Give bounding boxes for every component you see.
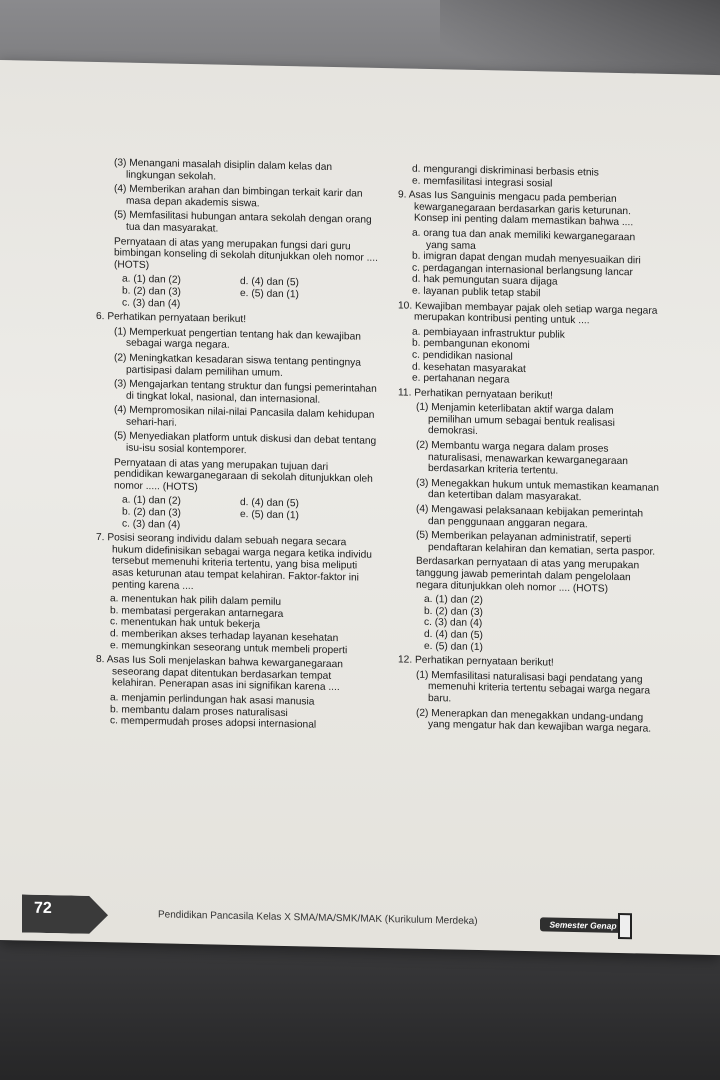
- question-10-options: [398, 326, 660, 389]
- option: a. menjamin perlindungan hak asasi manusia: [110, 692, 315, 708]
- statement: (3) Mengajarkan tentang struktur dan fungsi pemerintahan di tingkat lokal, nasional, dan internasional.: [114, 378, 377, 406]
- statement: (3) Menangani masalah disiplin dalam kelas dan lingkungan sekolah.: [114, 157, 333, 183]
- page-number: 72: [34, 899, 52, 918]
- option: c. (3) dan (4): [122, 297, 181, 310]
- option: b. membantu dalam proses naturalisasi: [110, 703, 288, 719]
- statement: (4) Mengawasi pelaksanaan kebijakan pemerintah dan penggunaan anggaran negara.: [416, 503, 644, 530]
- option: c. menentukan hak untuk bekerja: [110, 616, 261, 631]
- question-5-options: [96, 273, 378, 314]
- option: e. (5) dan (1): [240, 287, 299, 301]
- option: b. membatasi pergerakan antarnegara: [110, 605, 284, 620]
- question-11-stem: Berdasarkan pernyataan di atas yang merupakan tanggung jawab pemerintah dalam pengelolaan negara ditunjukkan oleh nomor .... (HOTS): [416, 556, 640, 595]
- option: d. (4) dan (5): [240, 276, 299, 289]
- left-column: [96, 157, 378, 736]
- option: c. mempermudah proses adopsi internasional: [110, 715, 317, 731]
- option: a. (1) dan (2): [424, 594, 483, 607]
- question-12-items: [398, 669, 660, 735]
- page-footer: [0, 886, 720, 941]
- statement: (5) Memberikan pelayanan administratif, seperti pendaftaran kelahiran dan kematian, serta paspor.: [416, 529, 656, 558]
- semester-badge: [540, 911, 632, 939]
- semester-label: Semester Genap: [540, 917, 626, 933]
- option: b. (2) dan (3): [122, 506, 181, 519]
- statement: (1) Menjamin keterlibatan aktif warga dalam pemilihan umum sebagai bentuk realisasi demokrasi.: [416, 401, 615, 438]
- option: e. (5) dan (1): [240, 509, 299, 522]
- option: a. orang tua dan anak memiliki kewarganegaraan yang sama: [412, 227, 636, 252]
- question-8-stem: 8. Asas Ius Soli menjelaskan bahwa kewarganegaraan seseorang dapat ditentukan berdasarkan tempat kelahiran. Penerapan asas ini signifikan karena ....: [96, 654, 343, 694]
- option: c. (3) dan (4): [424, 617, 483, 630]
- question-9-stem: 9. Asas Ius Sanguinis mengacu pada pemberian kewarganegaraan berdasarkan garis keturunan. Konsep ini penting dalam memastikan bahwa ....: [398, 189, 634, 229]
- option: b. (2) dan (3): [122, 285, 181, 298]
- option: c. perdagangan internasional berlangsung lancar: [412, 262, 633, 279]
- option: e. (5) dan (1): [424, 640, 483, 653]
- option: a. (1) dan (2): [122, 273, 181, 287]
- textbook-page: [0, 60, 720, 955]
- option: a. menentukan hak pilih dalam pemilu: [110, 593, 282, 609]
- option: a. pembiayaan infrastruktur publik: [412, 326, 565, 341]
- option: e. memfasilitasi integrasi sosial: [412, 175, 553, 190]
- statement: (2) Menerapkan dan menegakkan undang-undang yang mengatur hak dan kewajiban warga negara.: [416, 707, 652, 735]
- option: c. pendidikan nasional: [412, 349, 513, 363]
- question-8-options-continued: [398, 163, 660, 192]
- statement: (5) Memfasilitasi hubungan antara sekolah dengan orang tua dan masyarakat.: [114, 209, 372, 235]
- question-6-options: [96, 494, 378, 535]
- option: d. kesehatan masyarakat: [412, 361, 526, 375]
- question-11-options: [398, 594, 660, 657]
- question-5-items: [96, 157, 378, 238]
- question-10-stem: 10. Kewajiban membayar pajak oleh setiap warga negara merupakan kontribusi penting untuk ....: [398, 299, 658, 327]
- statement: (1) Memperkuat pengertian tentang hak dan kewajiban sebagai warga negara.: [114, 326, 361, 352]
- question-6-items: [96, 326, 378, 460]
- question-6-intro: 6. Perhatikan pernyataan berikut!: [96, 311, 247, 326]
- question-11-items: [398, 402, 660, 559]
- statement: (4) Memberikan arahan dan bimbingan terkait karir dan masa depan akademis siswa.: [114, 183, 363, 210]
- question-7-options: [96, 593, 378, 657]
- question-9-options: [398, 227, 660, 302]
- option: e. pertahanan negara: [412, 372, 510, 386]
- option: d. hak pemungutan suara dijaga: [412, 273, 558, 289]
- option: e. memungkinkan seseorang untuk membeli properti: [110, 639, 348, 656]
- option: a. (1) dan (2): [122, 494, 181, 508]
- question-8-options: [96, 692, 378, 733]
- question-11-intro: 11. Perhatikan pernyataan berikut!: [398, 387, 553, 402]
- option: b. (2) dan (3): [424, 605, 483, 618]
- option: d. memberikan akses terhadap layanan kesehatan: [110, 628, 339, 645]
- question-5-stem: Pernyataan di atas yang merupakan fungsi dari guru bimbingan konseling di sekolah ditunjukkan oleh nomor .... (HOTS): [114, 235, 378, 271]
- statement: (3) Menegakkan hukum untuk memastikan keamanan dan ketertiban dalam masyarakat.: [416, 477, 659, 504]
- statement: (2) Membantu warga negara dalam proses naturalisasi, menawarkan kewarganegaraan berdasarkan kriteria tertentu.: [416, 439, 628, 477]
- statement: (4) Mempromosikan nilai-nilai Pancasila dalam kehidupan sehari-hari.: [114, 404, 375, 429]
- question-12-intro: 12. Perhatikan pernyataan berikut!: [398, 654, 554, 669]
- question-7-stem: 7. Posisi seorang individu dalam sebuah negara secara hukum didefinisikan sebagai warga negara ketika individu tersebut memenuhi kriteria tertentu, yang bisa meliputi asas keturunan atau tempat kelahiran. Faktor-faktor ini penting karena ....: [96, 532, 372, 592]
- option: d. (4) dan (5): [240, 497, 299, 510]
- statement: (1) Memfasilitasi naturalisasi bagi pendatang yang memenuhi kriteria tertentu sebagai warga negara baru.: [416, 669, 650, 705]
- question-6-stem: Pernyataan di atas yang merupakan tujuan dari pendidikan kewarganegaraan di sekolah ditunjukkan oleh nomor ..... (HOTS): [114, 457, 373, 493]
- book-icon: [618, 913, 632, 939]
- option: b. imigran dapat dengan mudah menyesuaikan diri: [412, 250, 641, 267]
- option: d. mengurangi diskriminasi berbasis etnis: [412, 163, 599, 179]
- statement: (2) Meningkatkan kesadaran siswa tentang pentingnya partisipasi dalam pemilihan umum.: [114, 352, 361, 379]
- book-title: Pendidikan Pancasila Kelas X SMA/MA/SMK/MAK (Kurikulum Merdeka): [158, 909, 478, 928]
- option: e. layanan publik tetap stabil: [412, 285, 541, 300]
- statement: (5) Menyediakan platform untuk diskusi dan debat tentang isu-isu sosial kontemporer.: [114, 430, 377, 457]
- option: b. pembangunan ekonomi: [412, 337, 530, 352]
- right-column: [398, 163, 660, 738]
- option: c. (3) dan (4): [122, 518, 181, 531]
- option: d. (4) dan (5): [424, 628, 483, 642]
